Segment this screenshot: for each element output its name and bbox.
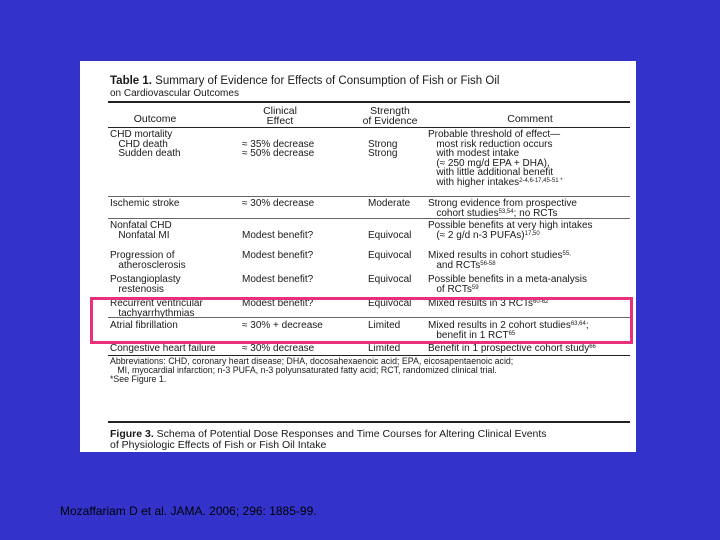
cell-effect: Modest benefit? (242, 250, 314, 261)
cell-strength: Strong (368, 148, 398, 160)
cell-outcome: Nonfatal MI (110, 229, 170, 241)
row-rule (108, 196, 630, 197)
reference-superscript: 17,50 (524, 230, 540, 237)
cell-strength: Equivocal (368, 298, 412, 309)
footnote-line: Abbreviations: CHD, coronary heart disease; DHA, docosahexaenoic acid; EPA, eicosapentaenoic acid; (110, 356, 514, 366)
reference-superscript: 66 (589, 344, 596, 350)
cell-strength: Equivocal (368, 274, 412, 285)
cell-outcome: restenosis (110, 283, 164, 295)
figure3-title-line2: of Physiologic Effects of Fish or Fish Oil Intake (110, 439, 327, 451)
cell-comment: Strong evidence from prospective (428, 198, 577, 209)
cell-strength: Limited (368, 343, 401, 354)
cell-outcome: Sudden death (110, 148, 181, 160)
table-document (80, 61, 636, 452)
figure-rule (108, 421, 630, 423)
reference-superscript: 60-62 (533, 299, 549, 305)
figure3-label: Figure 3. (110, 428, 154, 440)
cell-outcome: Progression of (110, 250, 175, 261)
cell-comment: Probable threshold of effect— (428, 129, 561, 140)
cell-comment: with modest intake (428, 148, 520, 160)
cell-effect: Modest benefit? (242, 274, 314, 285)
header-effect-2: Effect (266, 115, 294, 127)
header-comment: Comment (507, 113, 553, 125)
cell-comment: (≈ 2 g/d n-3 PUFAs)$^{17,50}$ (428, 229, 540, 241)
cell-outcome: Postangioplasty (110, 274, 181, 285)
cell-effect: ≈ 30% decrease (242, 343, 315, 354)
cell-comment: cohort studies$^{53,54}$; no RCTs (428, 207, 558, 219)
cell-comment: benefit in 1 RCT$^{65}$ (428, 329, 516, 341)
reference-superscript: 53,54 (498, 208, 514, 215)
cell-outcome: tachyarrhythmias (110, 307, 195, 319)
cell-comment: Possible benefits in a meta-analysis (428, 274, 587, 285)
cell-effect: ≈ 30% decrease (242, 198, 315, 209)
table-title-label: Table 1. (110, 75, 152, 87)
cell-strength: Moderate (368, 198, 411, 209)
header-rule (108, 127, 630, 128)
table-title-text: Summary of Evidence for Effects of Consumption of Fish or Fish Oil (151, 75, 500, 87)
figure3-caption (110, 429, 547, 451)
cell-outcome: CHD mortality (110, 129, 173, 140)
cell-outcome: CHD death (110, 138, 168, 150)
cell-comment: and RCTs$^{56-58}$ (428, 259, 496, 271)
cell-outcome: atherosclerosis (110, 259, 186, 271)
cell-strength: Limited (368, 320, 401, 331)
highlight-box (90, 297, 633, 344)
reference-superscript: 65 (508, 330, 516, 337)
cell-effect: Modest benefit? (242, 298, 314, 309)
header-strength-1: Strength (370, 105, 410, 117)
reference-superscript: 56-58 (480, 260, 496, 267)
footnote-line: MI, myocardial infarction; n-3 PUFA, n-3 polyunsaturated fatty acid; RCT, randomized clinical trial. (110, 365, 497, 376)
cell-comment: with little additional benefit (428, 167, 554, 179)
cell-comment: (≈ 250 mg/d EPA + DHA), (428, 157, 550, 169)
cell-outcome: Nonfatal CHD (110, 220, 172, 231)
cell-strength: Equivocal (368, 250, 412, 261)
cell-strength: Equivocal (368, 229, 412, 241)
citation: Mozaffariam D et al. JAMA. 2006; 296: 1885-99. (60, 504, 317, 518)
cell-effect: Modest benefit? (242, 229, 314, 241)
cell-outcome: Atrial fibrillation (110, 320, 178, 331)
cell-outcome: Recurrent ventricular (110, 298, 203, 309)
cell-effect: ≈ 30% + decrease (242, 320, 323, 331)
cell-comment: of RCTs$^{59}$ (428, 283, 479, 295)
row-rule (108, 218, 630, 219)
cell-comment: Benefit in 1 prospective cohort study$^{66}$ (428, 343, 596, 354)
cell-comment: with higher intakes$^{2-4,6-17,45-51 *}$ (428, 177, 563, 188)
cell-comment: Mixed results in 3 RCTs$^{60-62}$ (428, 298, 549, 309)
cell-outcome: Ischemic stroke (110, 198, 180, 209)
table-title (110, 75, 630, 87)
cell-comment: most risk reduction occurs (428, 138, 553, 150)
cell-comment: Possible benefits at very high intakes (428, 220, 593, 231)
figure3-title: Schema of Potential Dose Responses and Time Courses for Altering Clinical Events (153, 428, 547, 440)
cell-effect: ≈ 35% decrease (242, 138, 315, 150)
table-subtitle: on Cardiovascular Outcomes (110, 88, 239, 99)
footnote-line: *See Figure 1. (110, 374, 167, 385)
table-footnote (110, 357, 630, 385)
header-outcome: Outcome (133, 113, 177, 125)
reference-superscript: 63,64 (570, 321, 586, 327)
cell-effect: ≈ 50% decrease (242, 148, 315, 160)
cell-outcome: Congestive heart failure (110, 343, 216, 354)
cell-comment: Mixed results in 2 cohort studies$^{63,64}$; (428, 320, 589, 331)
reference-superscript: 55, (562, 251, 571, 257)
reference-superscript: 59 (471, 284, 479, 291)
top-rule (108, 101, 630, 103)
cell-comment: Mixed results in cohort studies$^{55,}$ (428, 250, 571, 261)
header-effect-1: Clinical (263, 105, 297, 117)
cell-strength: Strong (368, 138, 398, 150)
header-strength-2: of Evidence (362, 115, 418, 127)
reference-superscript: 2-4,6-17,45-51 * (519, 178, 563, 184)
